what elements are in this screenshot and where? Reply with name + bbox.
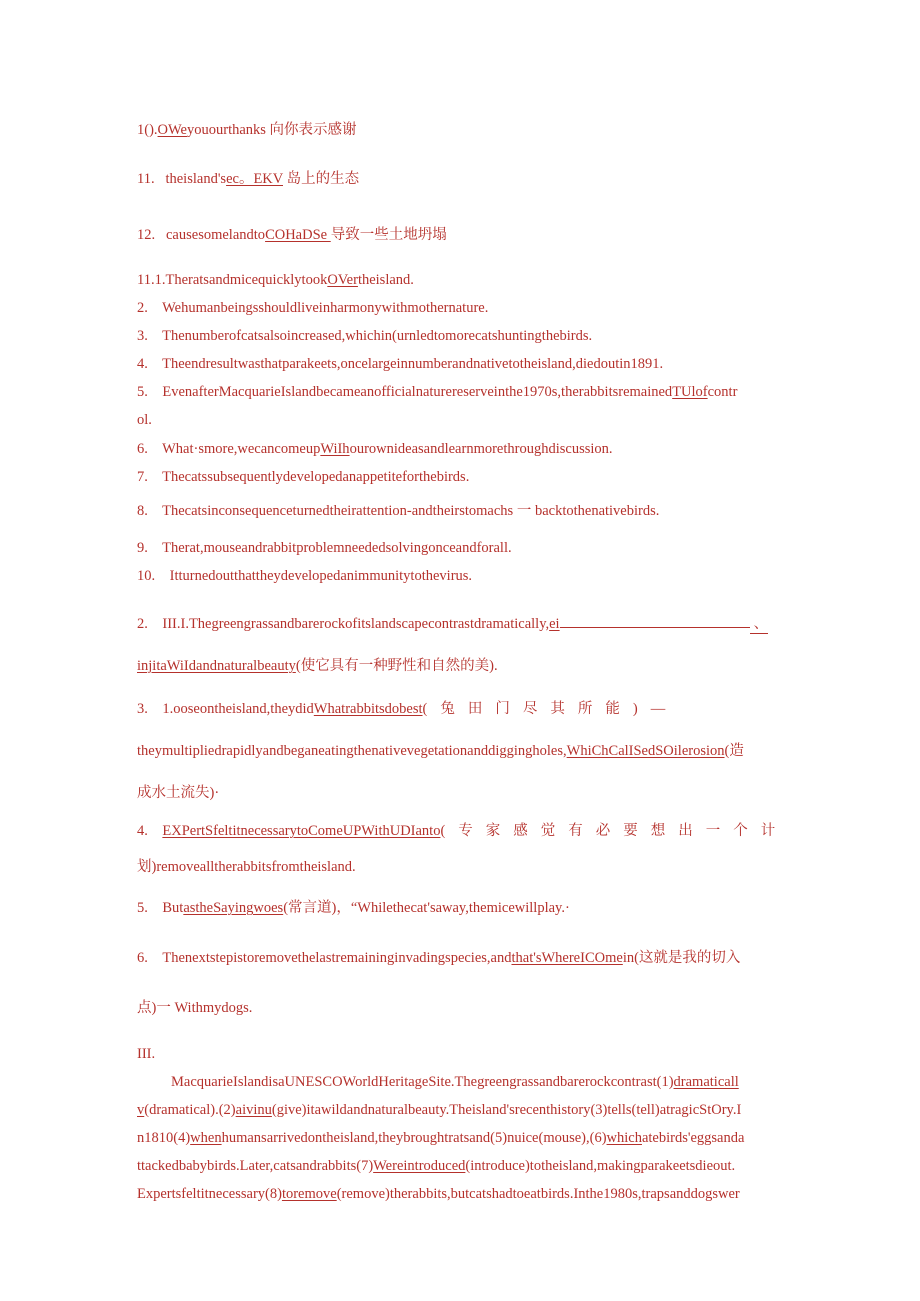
answer-blank (560, 615, 750, 628)
s3-item-4-cont: 划)removealltherabbitsfromtheisland. (137, 859, 356, 875)
passage-line-4: ttackedbabybirds.Later,catsandrabbits(7)Wereintroduced(introduce)totheisland,makingparakeetsdieout. (137, 1158, 736, 1174)
answer: OWe (157, 122, 187, 138)
s3-item-5: 5. ButastheSayingwoes(常言道)，“Whilethecat'saway,themicewillplay.· (137, 900, 570, 916)
s3-item-2: 2. III.I.Thegreengrassandbarerockofitslandscapecontrastdramatically,ei 、 (137, 616, 769, 632)
s3-item-3: 3. 1.ooseontheisland,theydidWhatrabbitsdobest(兔田门尽其所能)— (137, 701, 679, 717)
sentence-5: 5. EvenafterMacquarieIslandbecameanofficialnaturereserveinthe1970s,therabbitsremainedTUlofcontr (137, 384, 738, 400)
sentence-10: 10. Itturnedoutthattheydevelopedanimmunitytothevirus. (137, 568, 473, 584)
sentence-6: 6. What·smore,wecancomeupWiIhourownideasandlearnmorethroughdiscussion. (137, 441, 613, 457)
vocab-line-11: 11. theisland'sec。EKV 岛上的生态 (137, 171, 360, 187)
sentence-5-cont: ol. (137, 412, 152, 428)
s3-item-3-cont: theymultipliedrapidlyandbeganeatingthenativevegetationanddiggingholes,WhiChCalISedSOilerosion(造 (137, 743, 744, 759)
vocab-line-12: 12. causesomelandtoCOHaDSe 导致一些土地坍塌 (137, 227, 447, 243)
s3-item-6-cont: 点)一 Withmydogs. (137, 1000, 253, 1016)
sentence-1: 11.1.TheratsandmicequicklytookOVertheisland. (137, 272, 414, 288)
passage-line-2: v(dramatical).(2)aivinu(give)itawildandnaturalbeauty.Theisland'srecenthistory(3)tells(tell)atragicStOry.I (137, 1102, 742, 1118)
sentence-4: 4. Theendresultwasthatparakeets,oncelargeinnumberandnativetotheisland,diedoutin1891. (137, 356, 664, 372)
passage-heading: III. (137, 1046, 156, 1062)
sentence-7: 7. Thecatssubsequentlydevelopedanappetiteforthebirds. (137, 469, 470, 485)
passage-line-5: Expertsfeltitnecessary(8)toremove(remove)therabbits,butcatshadtoeatbirds.Inthe1980s,trapsanddogswer (137, 1186, 740, 1202)
s3-item-4: 4. EXPertSfeltitnecessarytoComeUPWithUDIanto(专家感觉有必要想出一个计 (137, 823, 789, 839)
s3-item-2-cont: injitaWiIdandnaturalbeauty(使它具有一种野性和自然的美). (137, 658, 498, 674)
passage-line-3: n1810(4)whenhumansarrivedontheisland,theybroughtratsand(5)nuice(mouse),(6)whichatebirds'eggsanda (137, 1130, 745, 1146)
sentence-9: 9. Therat,mouseandrabbitproblemneededsolvingonceandforall. (137, 540, 512, 556)
passage-line-1: MacquarieIslandisaUNESCOWorldHeritageSite.Thegreengrassandbarerockcontrast(1)dramaticall (171, 1074, 739, 1090)
vocab-line-10: 1().OWeyouourthanks 向你表示感谢 (137, 122, 357, 138)
answer: ec。EKV (226, 171, 283, 187)
answer: COHaDSe (265, 227, 331, 243)
s3-item-3-cont2: 成水土流失)· (137, 785, 220, 801)
sentence-2: 2. Wehumanbeingsshouldliveinharmonywithmothernature. (137, 300, 489, 316)
sentence-8: 8. Thecatsinconsequenceturnedtheirattention-andtheirstomachs 一 backtothenativebirds. (137, 503, 660, 519)
sentence-3: 3. Thenumberofcatsalsoincreased,whichin(urnledtomorecatshuntingthebirds. (137, 328, 593, 344)
s3-item-6: 6. Thenextstepistoremovethelastremaininginvadingspecies,andthat'sWhereICOmein(这就是我的切入 (137, 950, 741, 966)
